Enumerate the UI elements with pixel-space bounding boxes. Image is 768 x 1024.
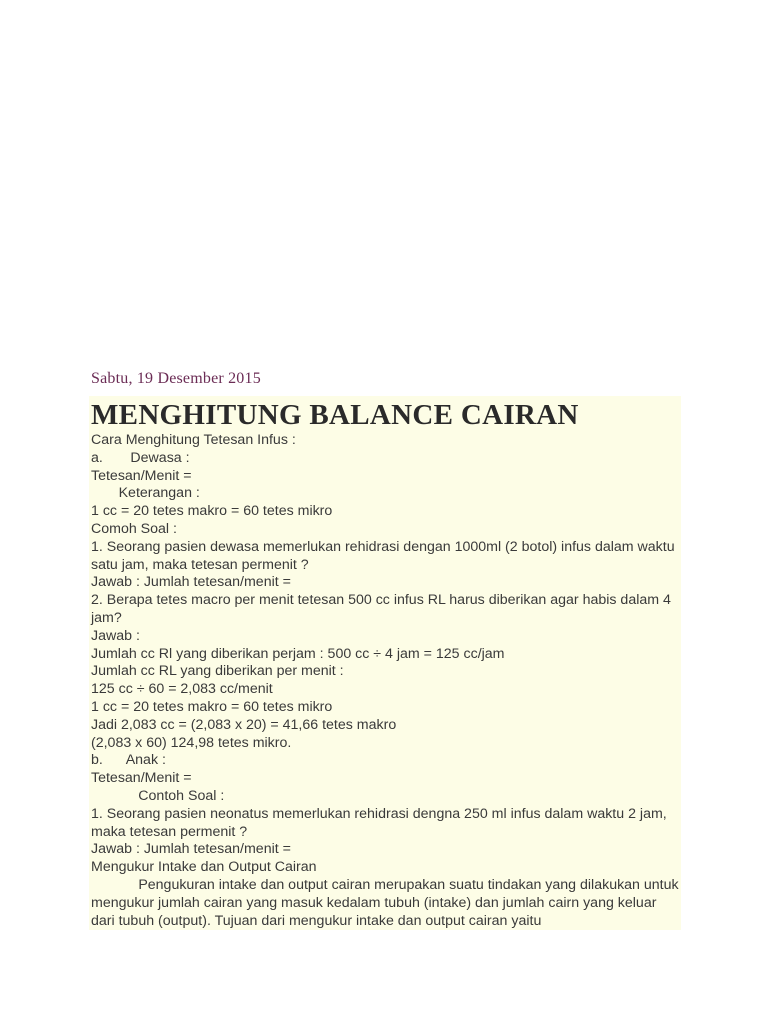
text-paragraph: 1. Seorang pasien dewasa memerlukan rehidrasi dengan 1000ml (2 botol) infus dalam waktu satu jam, maka tetesan permenit ? xyxy=(91,538,675,573)
text-line: Keterangan : xyxy=(91,485,200,502)
text-line: Jawab : Jumlah tetesan/menit = xyxy=(91,841,291,858)
section-heading: Mengukur Intake dan Output Cairan xyxy=(91,859,317,876)
text-line: Jadi 2,083 cc = (2,083 x 20) = 41,66 tetes makro xyxy=(91,716,397,733)
text-line: a. Dewasa : xyxy=(91,449,190,466)
post-title: MENGHITUNG BALANCE CAIRAN xyxy=(91,399,579,431)
text-paragraph: 2. Berapa tetes macro per menit tetesan 500 cc infus RL harus diberikan agar habis dalam 4 jam? xyxy=(91,592,671,626)
text-line: Jawab : Jumlah tetesan/menit = xyxy=(91,574,291,591)
text-line: Tetesan/Menit = xyxy=(91,770,192,787)
text-line: Cara Menghitung Tetesan Infus : xyxy=(91,432,296,448)
text-paragraph: 1. Seorang pasien neonatus memerlukan rehidrasi dengna 250 ml infus dalam waktu 2 jam, maka tetesan permenit ? xyxy=(91,805,667,840)
text-line: Contoh Soal : xyxy=(91,787,225,804)
text-line: b. Anak : xyxy=(91,752,166,769)
text-line: 125 cc ÷ 60 = 2,083 cc/menit xyxy=(91,681,273,698)
text-line: (2,083 x 60) 124,98 tetes mikro. xyxy=(91,734,292,751)
text-line: Jawab : xyxy=(91,627,140,644)
text-line: Tetesan/Menit = xyxy=(91,467,192,484)
text-line: 1 cc = 20 tetes makro = 60 tetes mikro xyxy=(91,503,333,520)
text-paragraph: Pengukuran intake dan output cairan merupakan suatu tindakan yang dilakukan untuk mengukur jumlah cairan yang masuk kedalam tubuh (intake) dan jumlah cairn yang keluar dari tubuh (output). Tujuan dari mengukur intake dan output cairan yaitu xyxy=(91,876,683,929)
text-line: 1 cc = 20 tetes makro = 60 tetes mikro xyxy=(91,698,333,715)
text-line: Comoh Soal : xyxy=(91,520,177,537)
post-content xyxy=(89,396,681,930)
text-line: Jumlah cc Rl yang diberikan perjam : 500 cc ÷ 4 jam = 125 cc/jam xyxy=(91,645,505,662)
post-body xyxy=(89,432,681,930)
text-line: Jumlah cc RL yang diberikan per menit : xyxy=(91,663,344,680)
post-date: Sabtu, 19 Desember 2015 xyxy=(91,370,261,387)
